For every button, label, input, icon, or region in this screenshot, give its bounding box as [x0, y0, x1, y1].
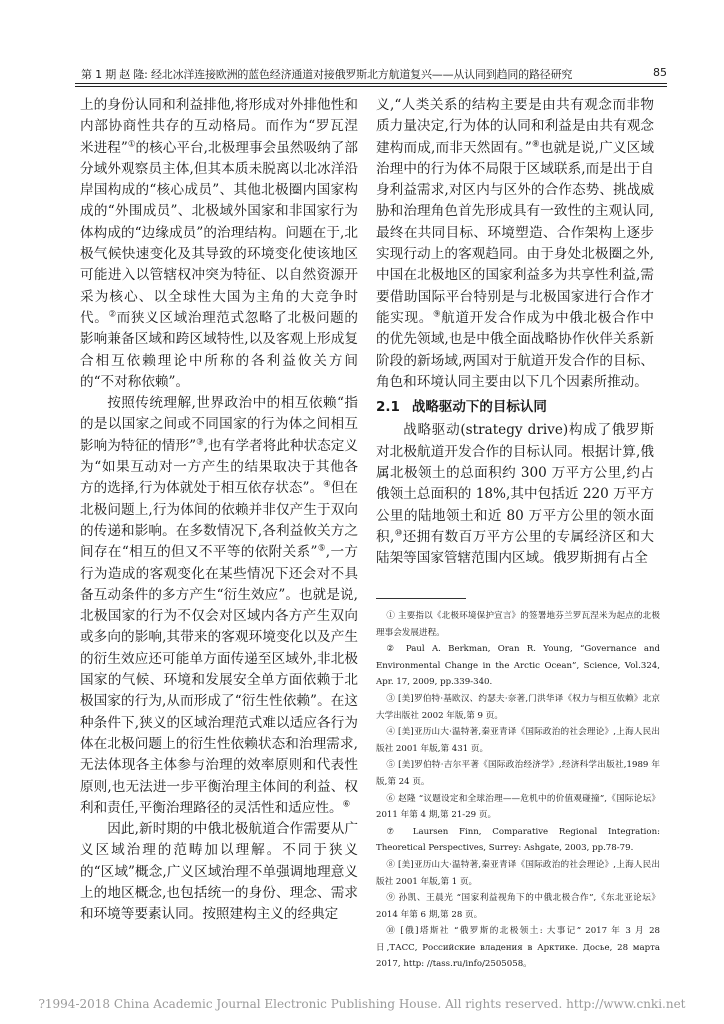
section-title: 战略驱动下的目标认同 [411, 399, 547, 416]
footnote-rule [376, 598, 466, 599]
footnote-3: ③ [美]罗伯特·基欧汉、约瑟夫·奈著,门洪华译《权力与相互依赖》北京大学出版社 2002 年版,第 9 页。 [376, 693, 660, 721]
header-title: 第 1 期 赵 隆: 经北冰洋连接欧洲的蓝色经济通道对接俄罗斯北方航道复兴——从认同到趋同的路径研究 [81, 68, 573, 81]
footnote-ref-10[interactable]: ⑩ [394, 527, 403, 538]
footnote-ref-4[interactable]: ④ [323, 478, 331, 489]
copyright-footer: ?1994-2018 China Academic Journal Electronic Publishing House. All rights reserved. http://www.cnki.net [38, 997, 686, 1011]
footnote-2: ② Paul A. Berkman, Oran R. Young, “Governance and Environmental Change in the Arctic Ocean”, Science, Vol.324, Apr. 17, 2009, pp.339-340. [376, 644, 660, 688]
footnote-ref-5[interactable]: ⑤ [317, 542, 326, 553]
right-column [376, 95, 654, 570]
footnote-ref-8[interactable]: ⑧ [531, 138, 540, 149]
left-paragraph-2: 按照传统理解,世界政治中的相互依赖“指的是以国家之间或不同国家的行为体之间相互影响为特征的情形”③,也有学者将此种状态定义为“如果互动对一方产生的结果取决于其他各方的选择,行为体就处于相互依存状态”。④但在北极问题上,行为体间的依赖并非仅产生于双向的传递和影响。在多数情况下,各利益攸关方之间存在“相互的但又不平等的依附关系”⑤,一方行为造成的客观变化在某些情况下还会对不具备互动条件的多方产生“衍生效应”。也就是说,北极国家的行为不仅会对区域内各方产生双向或多向的影响,其带来的客观环境变化以及产生的衍生效应还可能单方面传递至区域外,非北极国家的气候、环境和发展安全单方面依赖于北极国家的行为,从而形成了“衍生性依赖”。在这种条件下,狭义的区域治理范式难以适应各行为体在北极问题上的衍生性依赖状态和治理需求,无法体现各主体参与治理的效率原则和代表性原则,也无法进一步平衡治理主体间的利益、权利和责任,平衡治理路径的灵活性和适应性。⑥ [80, 395, 358, 816]
footnote-10: ⑩ [俄]塔斯社 “俄罗斯的北极领土: 大事记” 2017 年 3 月 28 日,ТАСС, Российские владения в Арктике. Досье, 28 марта 2017, http: //tass.ru/info/2505058。 [376, 926, 660, 970]
header-rule-thin [75, 86, 667, 87]
running-header [75, 64, 667, 82]
footnote-8: ⑧ [美]亚历山大·温特著,秦亚青译《国际政治的社会理论》,上海人民出版社 2001 年版,第 1 页。 [376, 859, 660, 887]
footnote-ref-1[interactable]: ① [127, 138, 136, 149]
right-paragraph-1: 义,“人类关系的结构主要是由共有观念而非物质力量决定,行为体的认同和利益是由共有观念建构而成,而非天然固有。”⑧也就是说,广义区域治理中的行为体不局限于区域联系,而是出于自身利益需求,对区内与区外的合作态势、挑战威胁和治理角色首先形成具有一致性的主观认同,最终在共同目标、环境塑造、合作架构上逐步实现行动上的客观趋同。由于身处北极圈之外,中国在北极地区的国家利益多为共享性利益,需要借助国际平台特别是与北极国家进行合作才能实现。⑨航道开发合作成为中俄北极合作中的优先领域,也是中俄全面战略协作伙伴关系新阶段的新场域,两国对于航道开发合作的目标、角色和环境认同主要由以下几个因素所推动。 [376, 97, 655, 390]
footnote-4: ④ [美]亚历山大·温特著,秦亚青译《国际政治的社会理论》,上海人民出版社 2001 年版,第 431 页。 [376, 727, 660, 754]
footnote-5: ⑤ [美]罗伯特·吉尔平著《国际政治经济学》,经济科学出版社,1989 年版,第 24 页。 [376, 760, 660, 787]
footnote-7: ⑦ Laursen Finn, Comparative Regional Integration: Theoretical Perspectives, Surrey: Ashgate, 2003, pp.78-79. [376, 826, 660, 854]
header-rule [75, 83, 667, 84]
right-paragraph-2: 战略驱动(strategy drive)构成了俄罗斯对北极航道开发合作的目标认同。根据计算,俄属北极领土的总面积约 300 万平方公里,约占俄领土总面积的 18%,其中包括近 220 万平方公里的陆地领土和近 80 万平方公里的领水面积,⑩还拥有数百万平方公里的专属经济区和大陆架等国家管辖范围内区域。俄罗斯拥有占全 [376, 422, 654, 567]
left-paragraph-1: 上的身份认同和利益排他,将形成对外排他性和内部协商性共存的互动格局。而作为“罗瓦涅米进程”①的核心平台,北极理事会虽然吸纳了部分域外观察员主体,但其本质未脱离以北冰洋沿岸国构成的“核心成员”、其他北极圈内国家构成的“外围成员”、北极域外国家和非国家行为体构成的“边缘成员”的治理结构。问题在于,北极气候快速变化及其导致的环境变化使该地区可能进入以管辖权冲突为特征、以自然资源开采为核心、以全球性大国为主角的大竞争时代。②而狭义区域治理范式忽略了北极问题的影响兼备区域和跨区域特性,以及客观上形成复合相互依赖理论中所称的各利益攸关方间的“不对称依赖”。 [80, 97, 359, 390]
footnote-1: ① 主要指以《北极环境保护宣言》的签署地芬兰罗瓦涅米为起点的北极理事会发展进程。 [376, 611, 660, 638]
footnote-9: ⑨ 孙凯、王晨光 “国家利益视角下的中俄北极合作”,《东北亚论坛》2014 年第 6 期,第 28 页。 [376, 893, 660, 920]
footnote-ref-6[interactable]: ⑥ [342, 798, 351, 809]
footnote-6: ⑥ 赵隆 “议题设定和全球治理——危机中的价值观碰撞”,《国际论坛》2011 年第 4 期,第 21-29 页。 [376, 793, 660, 821]
footnote-ref-2[interactable]: ② [108, 308, 117, 319]
page-number: 85 [653, 66, 667, 79]
section-heading [376, 397, 654, 418]
left-column [80, 95, 358, 926]
footnote-ref-3[interactable]: ③ [196, 436, 204, 447]
section-number: 2.1 [376, 399, 400, 416]
footnote-ref-9[interactable]: ⑨ [432, 308, 442, 319]
left-paragraph-3: 因此,新时期的中俄北极航道合作需要从广义区域治理的范畴加以理解。不同于狭义的“区域”概念,广义区域治理不单强调地理意义上的地区概念,也包括统一的身份、理念、需求和环境等要素认同。按照建构主义的经典定 [80, 821, 358, 923]
footnotes [376, 608, 660, 973]
